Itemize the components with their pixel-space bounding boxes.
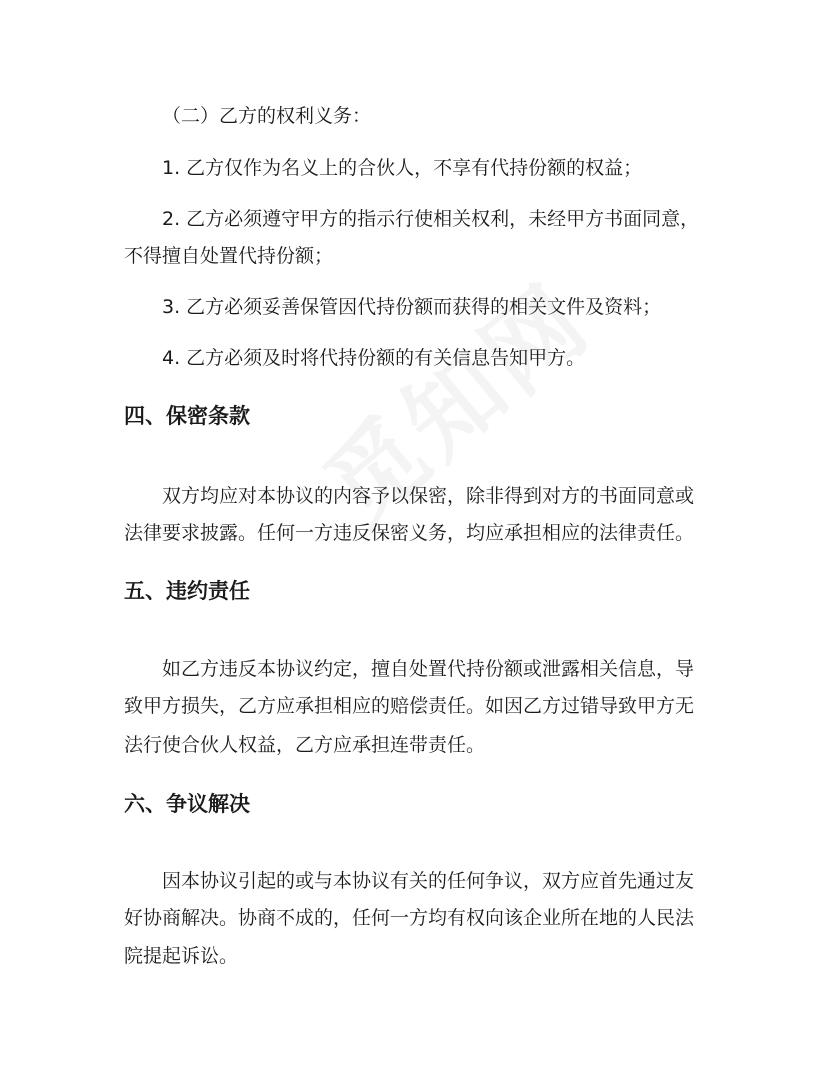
section-heading-dispute: 六、争议解决 [124,792,250,816]
section-heading-breach: 五、违约责任 [124,579,250,603]
paragraph-line: 双方均应对本协议的内容予以保密，除非得到对方的书面同意或 [162,485,695,507]
paragraph-line: 院提起诉讼。 [124,945,239,967]
list-item-continuation: 不得擅自处置代持份额； [124,245,334,267]
section-heading-confidentiality: 四、保密条款 [124,404,250,428]
section-subtitle: （二）乙方的权利义务： [162,105,372,127]
list-item: 4. 乙方必须及时将代持份额的有关信息告知甲方。 [162,347,586,369]
paragraph-line: 致甲方损失，乙方应承担相应的赔偿责任。如因乙方过错导致甲方无 [124,695,695,717]
paragraph-line: 法行使合伙人权益，乙方应承担连带责任。 [124,734,486,756]
list-item: 1. 乙方仅作为名义上的合伙人，不享有代持份额的权益； [162,157,643,179]
paragraph-line: 因本协议引起的或与本协议有关的任何争议，双方应首先通过友 [162,870,695,892]
list-item: 3. 乙方必须妥善保管因代持份额而获得的相关文件及资料； [162,296,662,318]
paragraph-line: 法律要求披露。任何一方违反保密义务，均应承担相应的法律责任。 [124,522,695,544]
paragraph-line: 如乙方违反本协议约定，擅自处置代持份额或泄露相关信息，导 [162,658,695,680]
paragraph-line: 好协商解决。协商不成的，任何一方均有权向该企业所在地的人民法 [124,907,695,929]
list-item: 2. 乙方必须遵守甲方的指示行使相关权利，未经甲方书面同意， [162,208,700,230]
